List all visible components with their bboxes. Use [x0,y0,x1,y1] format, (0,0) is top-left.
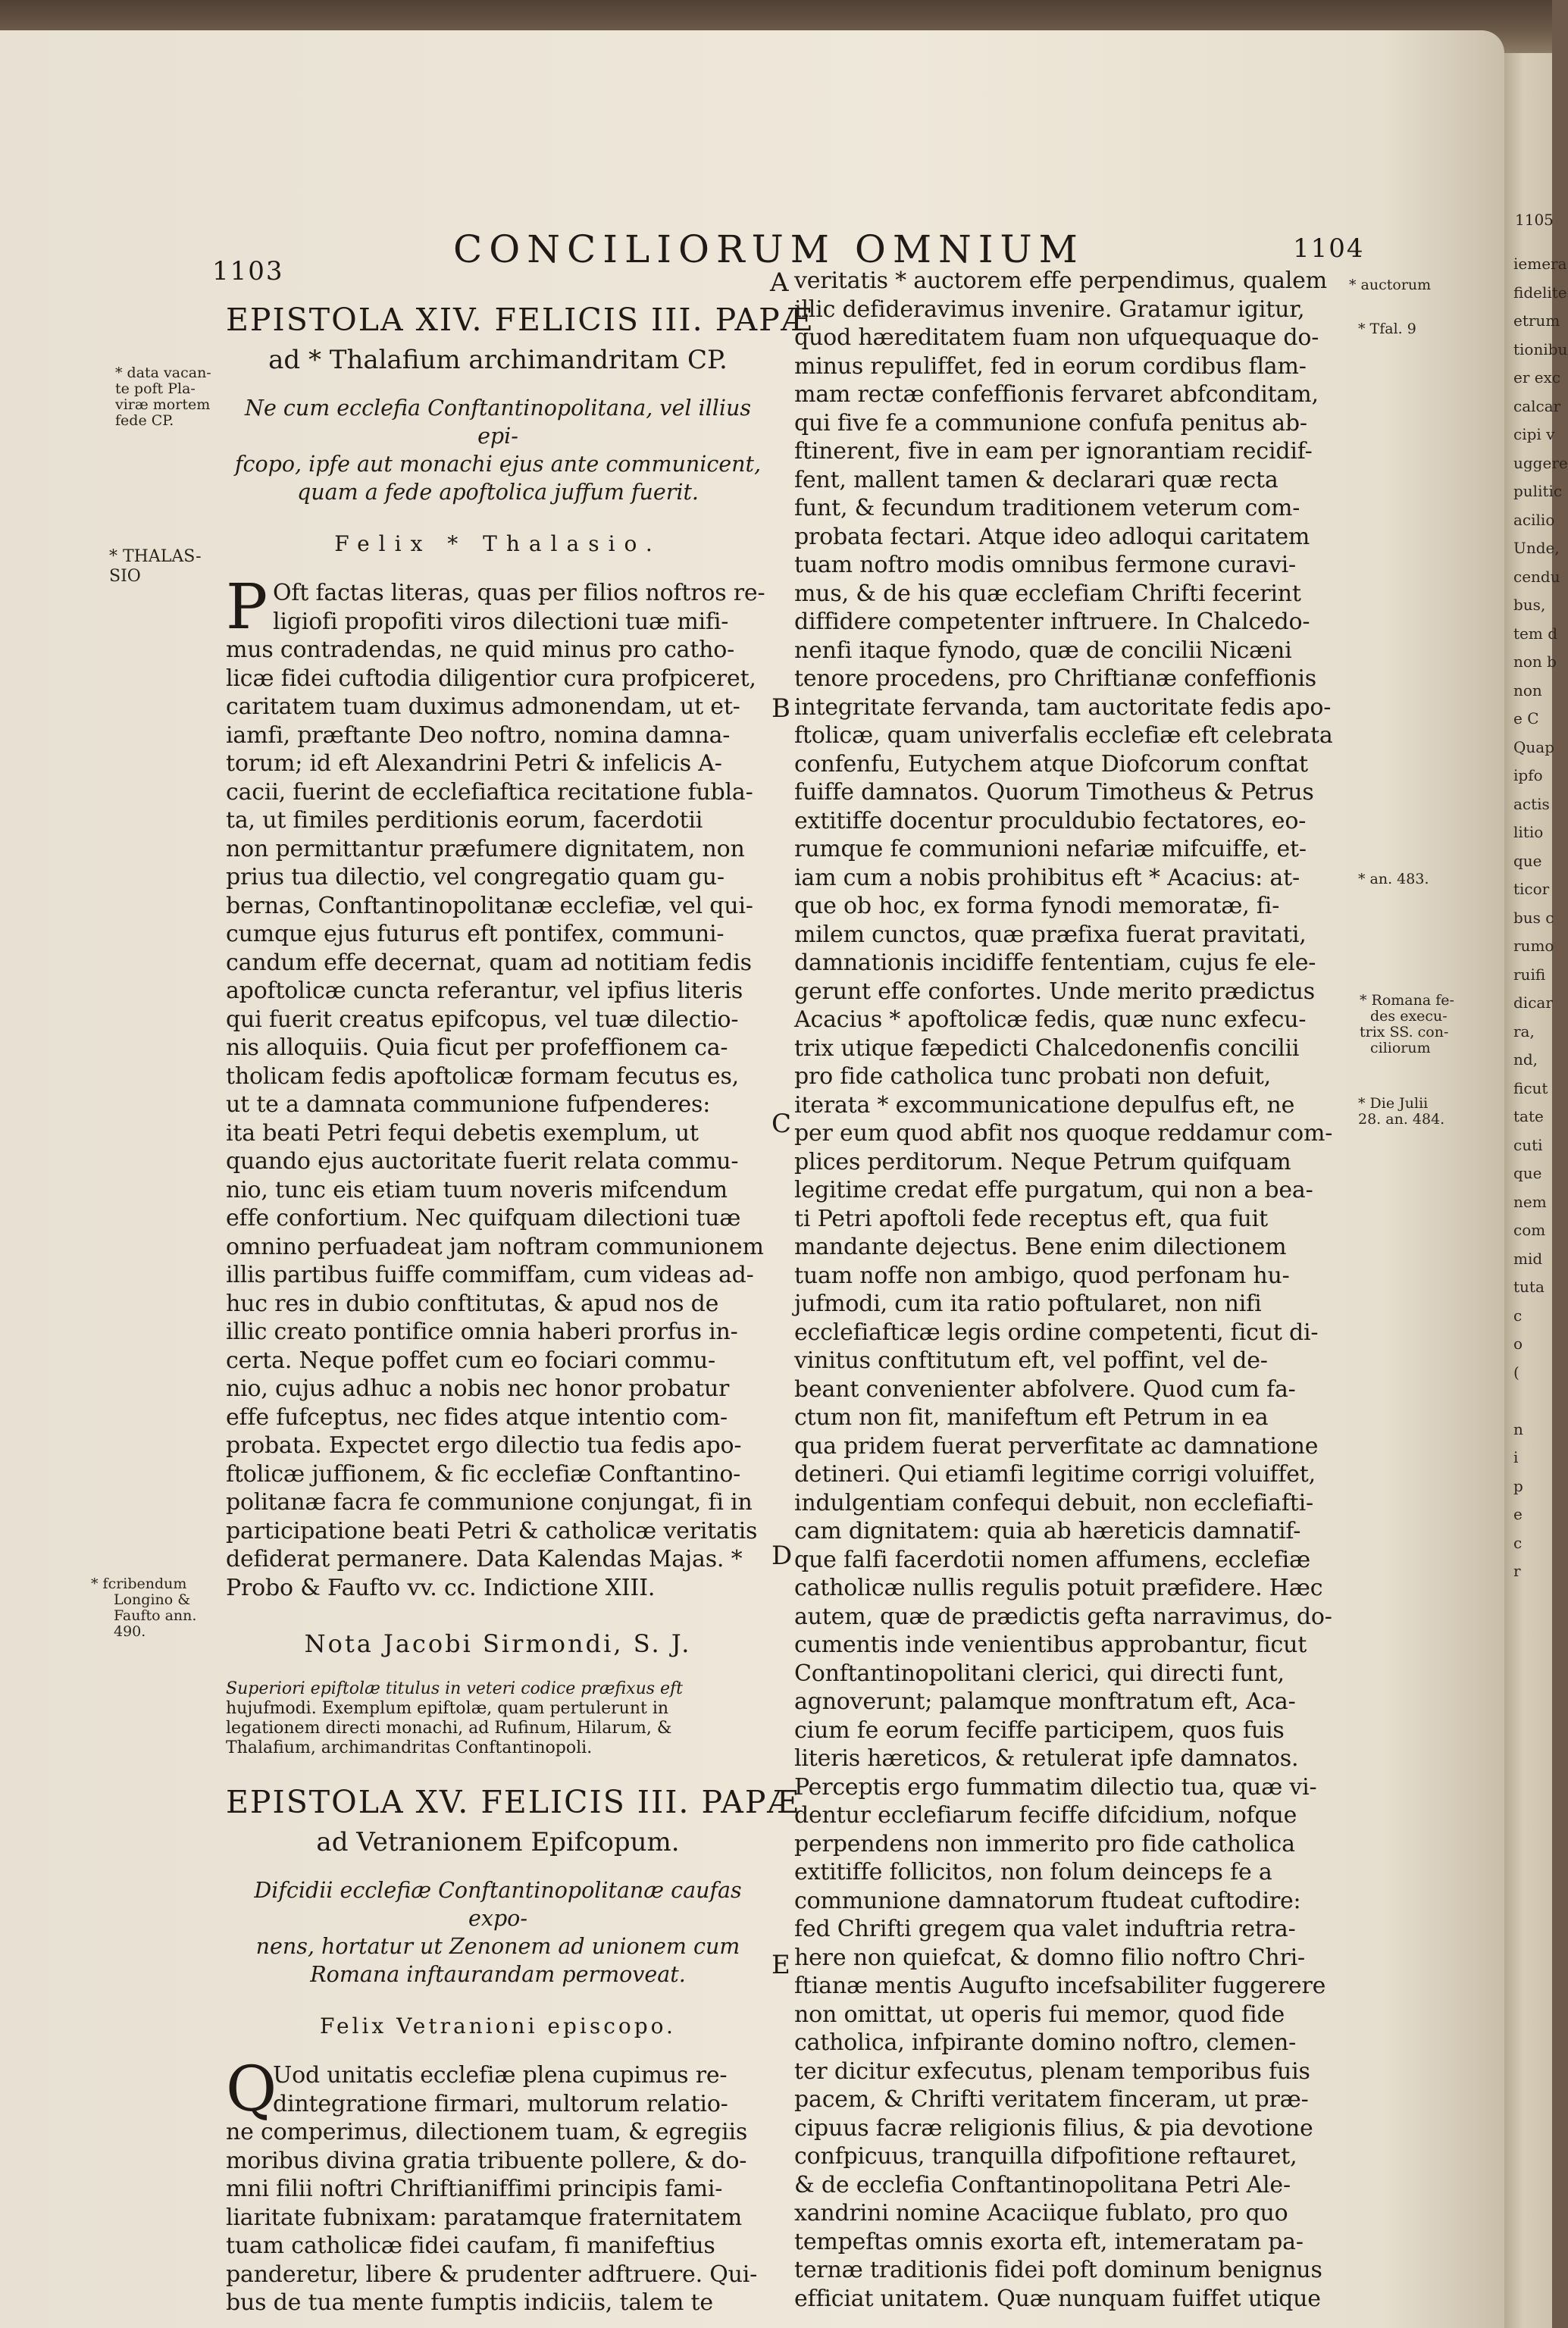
text-line: probata fectari. Atque ideo adloqui caritatem [794,523,1310,550]
epistola-15-salutation: Felix Vetranioni episcopo. [320,2014,676,2039]
epistola-14-body [226,571,770,1602]
margin-note-line: ciliorum [1370,1040,1431,1056]
text-line: damnationis incidiffe fententiam, cujus fe ele- [794,950,1316,976]
text-line: Uod unitatis ecclefiæ plena cupimus re- [273,2062,728,2089]
text-line: iamfi, præftante Deo noftro, nomina damna- [226,721,731,749]
next-page-fragment: ra, [1513,1022,1535,1040]
margin-note-line: des execu- [1370,1008,1448,1025]
next-page-fragment: ficut [1513,1078,1548,1097]
text-line: confpicuus, tranquilla difpofitione reftauret, [794,2143,1297,2170]
text-line: ternæ traditionis fidei poft dominum benignus [794,2257,1322,2283]
text-line: que falfi facerdotii nomen affumens, ecclefiæ [794,1546,1311,1573]
text-line: qua pridem fuerat perverfitate ac damnatione [794,1432,1319,1460]
margin-note-tfal: * Tfal. 9 [1358,321,1416,337]
text-line: catholica, infpirante domino noftro, clemen- [794,2029,1297,2056]
text-line: milem cunctos, quæ præfixa fuerat pravitati, [794,921,1307,948]
margin-note-romana [1360,993,1454,1056]
text-line: non omittat, ut operis fui memor, quod fide [794,2001,1285,2028]
section-letter-d: D [771,1541,793,1571]
text-line: ftolicæ, quam univerfalis ecclefiæ eft celebrata [794,722,1333,749]
right-column [794,267,1346,2313]
text-line: autem, quæ de prædictis gefta narravimus, do- [794,1603,1332,1630]
text-line: iterata * excommunicatione depulfus eft, ne [794,1091,1295,1119]
text-line: participatione beati Petri & catholicæ veritatis [226,1517,758,1544]
text-line: effe fufceptus, nec fides atque intentio com- [226,1403,728,1431]
text-line: mni filii noftri Chriftianiffimi principis fami- [226,2176,723,2202]
next-page-fragment: i [1513,1448,1519,1466]
text-line: tuam noffe non ambigo, quod perfonam hu- [794,1262,1290,1289]
text-line: tenore procedens, pro Chriftianæ confeffionis [794,665,1316,692]
text-line: beant convenienter abfolvere. Quod cum fa- [794,1375,1296,1403]
text-line: Oft factas literas, quas per filios noftros re- [273,580,765,606]
next-page-fragment: actis [1513,794,1550,813]
next-page-fragment: r [1513,1562,1521,1580]
margin-note-line: * Romana fe- [1360,992,1454,1009]
text-line: cium fe eorum feciffe participem, quos fuis [794,1716,1285,1744]
text-line: mandante dejectus. Bene enim dilectionem [794,1234,1287,1260]
text-line: politanæ facra fe communione conjungat, fi in [226,1489,753,1516]
text-line: ligiofi propofiti viros dilectioni tuæ mifi- [273,608,729,635]
next-page-fragment: er exc [1513,368,1561,386]
text-line: Acacius * apoftolicæ fedis, quæ nunc exfecu- [794,1006,1307,1033]
summary-line: Ne cum ecclefia Conftantinopolitana, vel illius epi- [245,396,751,449]
text-line: nenfi itaque fynodo, quæ de concilii Nicæni [794,637,1292,664]
drop-cap: Q [226,2054,277,2126]
next-page-fragment: n [1513,1419,1523,1438]
text-line: confenfu, Eutychem atque Diofcorum conftat [794,750,1308,778]
margin-note-an-483: * an. 483. [1358,871,1429,887]
next-page-fragment: e [1513,1505,1523,1523]
text-line: tholicam fedis apoftolicæ formam fecutus es, [226,1062,739,1090]
text-line: cam dignitatem: quia ab hæreticis damnatif- [794,1518,1301,1544]
margin-note-line: * THALAS- [109,547,202,566]
epistola-14-summary [230,394,765,506]
text-line: ecclefiafticæ legis ordine competenti, ficut di- [794,1319,1319,1346]
epistola-15-body [226,2054,770,2317]
epistola-14-addressee: ad * Thalafium archimandritam CP. [268,345,728,375]
next-page-fragment: acilio [1513,510,1555,529]
margin-note-line: Longino & [114,1591,191,1608]
text-line: Probo & Faufto vv. cc. Indictione XIII. [226,1574,656,1601]
text-line: tuam noftro modis omnibus fermone curavi- [794,552,1296,578]
text-line: vinitus conftitutum eft, vel poffint, vel de- [794,1347,1268,1374]
text-line: bus de tua mente fumptis indiciis, talem te [226,2289,713,2316]
text-line: que ob hoc, ex forma fynodi memoratæ, fi- [794,893,1280,919]
text-line: ftianæ mentis Augufto incefsabiliter fuggerere [794,1973,1326,1999]
epistola-14-salutation: Felix * Thalasio. [334,531,662,556]
margin-note-data-vacante [115,365,211,429]
text-line: cacii, fuerint de ecclefiaftica recitatione fubla- [226,778,753,806]
margin-note-die-julii [1358,1096,1444,1128]
running-title: CONCILIORUM OMNIUM [453,227,1084,271]
text-line: funt, & fecundum traditionem veterum com- [794,495,1300,521]
text-line: cumque ejus futurus eft pontifex, communi- [226,921,725,947]
text-line: dintegratione firmari, multorum relatio- [273,2090,728,2117]
text-line: ne comperimus, dilectionem tuam, & egregiis [226,2119,748,2145]
next-page-fragment: cuti [1513,1135,1543,1154]
nota-heading: Nota Jacobi Sirmondi, S. J. [304,1629,692,1658]
nota-text [226,1679,770,1758]
next-page-fragment: tate [1513,1107,1544,1125]
text-line: liaritate fubnixam: paratamque fraternitatem [226,2204,743,2231]
text-line: ta, ut fimiles perditionis eorum, facerdotii [226,807,703,834]
right-page-number: 1104 [1293,233,1365,264]
next-page-fragment: bus c [1513,908,1554,927]
margin-note-scribendum [91,1576,196,1640]
next-page-fragment: cendu [1513,567,1560,586]
next-page-fragment: ruifi [1513,965,1546,984]
text-line: gerunt effe confortes. Unde merito prædictus [794,978,1315,1005]
text-line: iam cum a nobis prohibitus eft * Acacius: at- [794,864,1300,891]
text-line: mus contradendas, ne quid minus pro catho- [226,637,735,663]
margin-note-line: 28. an. 484. [1358,1111,1445,1128]
text-line: non permittantur præfumere dignitatem, non [226,835,745,862]
epistola-15-addressee: ad Vetranionem Epifcopum. [316,1827,680,1857]
next-page-fragment: o [1513,1335,1523,1353]
next-page-fragment: iemera [1513,255,1567,273]
next-page-fragment: non b [1513,652,1557,671]
text-line: fent, mallent tamen & declarari quæ recta [794,466,1278,493]
text-line: mus, & de his quæ ecclefiam Chrifti fecerint [794,580,1301,607]
text-line: caritatem tuam duximus admonendam, ut et- [226,693,740,720]
drop-cap: P [226,571,268,643]
text-line: pacem, & Chrifti veritatem finceram, ut præ- [794,2086,1309,2113]
next-page-fragment: Unde, [1513,539,1560,557]
next-page-fragment: c [1513,1533,1523,1552]
margin-note-line: te poft Pla- [115,380,196,397]
next-page-fragment: pulitic [1513,482,1563,500]
text-line: trix utique fæpedicti Chalcedonenfis concilii [794,1034,1300,1062]
next-page-fragment: ticor [1513,880,1550,898]
section-letter-c: C [771,1109,792,1139]
margin-note-line: SIO [109,567,141,586]
next-page-fragment: litio [1513,823,1544,841]
text-line: quod hæreditatem fuam non ufquequaque do- [794,324,1319,351]
next-page-fragment: e C [1513,709,1539,728]
margin-note-line: * fcribendum [91,1575,187,1592]
text-line: tempeftas omnis exorta eft, intemeratam pa- [794,2228,1304,2255]
text-line: plices perditorum. Neque Petrum quifquam [794,1148,1291,1175]
section-letter-e: E [771,1950,790,1980]
text-line: mam rectæ confeffionis fervaret abfconditam, [794,381,1319,408]
text-line: tuam catholicæ fidei caufam, fi manifeftius [226,2233,715,2259]
text-line: ut te a damnata communione fufpenderes: [226,1091,711,1118]
next-page-fragment: p [1513,1476,1523,1495]
margin-note-line: 490. [114,1623,146,1640]
text-line: defiderat permanere. Data Kalendas Majas. * [226,1546,743,1572]
text-line: illic creato pontifice omnia haberi prorfus in- [226,1319,738,1345]
summary-line: Difcidii ecclefiæ Conftantinopolitanæ caufas expo- [254,1878,742,1931]
text-line: per eum quod abfit nos quoque reddamur com- [794,1120,1333,1147]
text-line: xandrini nomine Acaciique fublato, pro quo [794,2200,1288,2226]
text-line: efficiat unitatem. Quæ nunquam fuiffet utique [794,2285,1321,2312]
text-line: diffidere competenter inftruere. In Chalcedo- [794,609,1310,635]
epistola-14-title: EPISTOLA XIV. FELICIS III. PAPÆ [226,302,814,338]
next-page-fragment: nd, [1513,1050,1538,1069]
text-line: effe confortium. Nec quifquam dilectioni tuæ [226,1205,741,1231]
margin-note-line: * Die Julii [1358,1095,1429,1112]
next-page-fragment: tuta [1513,1278,1545,1296]
next-page-number: 1105 [1515,211,1554,229]
text-line: moribus divina gratia tribuente pollere, & do- [226,2147,747,2174]
text-line: torum; id eft Alexandrini Petri & infelicis A- [226,750,722,777]
next-page-fragment: Quap [1513,737,1555,756]
next-page-fragment: que [1513,1164,1542,1182]
summary-line: quam a fede apoftolica juffum fuerit. [297,480,699,505]
text-line: illic defideravimus invenire. Gratamur igitur, [794,296,1305,323]
text-line: communione damnatorum ftudeat cuftodire: [794,1887,1301,1914]
text-line: minus repuliffet, fed in eorum cordibus flam- [794,352,1307,380]
text-line: illis partibus fuiffe commiffam, cum videas ad- [226,1262,754,1288]
text-line: legitime credat effe purgatum, qui non a bea- [794,1177,1313,1203]
margin-note-line: Faufto ann. [114,1607,197,1624]
text-line: prius tua dilectio, vel congregatio quam gu- [226,864,725,890]
margin-note-thalasio [109,547,202,587]
text-line: candum effe decernat, quam ad notitiam fedis [226,949,752,976]
margin-note-auctorum: * auctorum [1349,277,1432,293]
margin-note-line: viræ mortem [115,396,211,413]
next-page-fragment: calcar [1513,396,1561,415]
section-letter-a: A [770,268,789,298]
text-line: fed Chrifti gregem qua valet induftria retra- [794,1916,1296,1942]
text-line: veritatis * auctorem effe perpendimus, qualem [794,268,1327,294]
text-line: extitiffe follicitos, non folum deinceps fe a [794,1859,1272,1885]
text-line: apoftolicæ cuncta referantur, vel ipfius literis [226,978,743,1004]
text-line: Conftantinopolitani clerici, qui directi funt, [794,1660,1285,1687]
text-line: integritate fervanda, tam auctoritate fedis apo- [794,693,1332,721]
text-line: literis hæreticos, & retulerat ipfe damnatos. [794,1745,1299,1772]
next-page-fragment: tem d [1513,624,1557,643]
text-line: omnino perfuadeat jam noftram communionem [226,1233,764,1260]
text-line: Perceptis ergo fummatim dilectio tua, quæ vi- [794,1773,1317,1801]
next-page-fragment: uggere [1513,453,1568,472]
summary-line: Romana inftaurandam permoveat. [310,1962,686,1987]
margin-note-line: * data vacan- [115,365,211,381]
next-page-fragment: fidelite [1513,283,1567,302]
summary-line: nens, hortatur ut Zenonem ad unionem cum [255,1934,740,1959]
next-page-fragment: cipi v [1513,425,1555,443]
text-line: ita beati Petri fequi debetis exemplum, ut [226,1119,699,1147]
nota-line: Thalafium, archimandritas Conftantinopoli. [226,1738,593,1757]
next-page-fragment: etrum [1513,311,1560,330]
next-page-fragment: ipfo [1513,766,1543,784]
text-line: nio, cujus adhuc a nobis nec honor probatur [226,1375,730,1402]
text-line: panderetur, libere & prudenter adftruere. Qui- [226,2261,758,2288]
text-line: qui five fe a communione confufa penitus ab- [794,409,1307,436]
margin-note-line: fede CP. [115,412,174,429]
text-line: & de ecclefia Conftantinopolitana Petri Ale- [794,2171,1291,2198]
next-page-fragment: c [1513,1306,1523,1325]
text-line: nio, tunc eis etiam tuum noveris mifcendum [226,1176,728,1203]
text-line: nis alloquiis. Quia ficut per profeffionem ca- [226,1034,728,1061]
left-page-number: 1103 [212,256,284,286]
next-page-fragment: bus, [1513,596,1546,614]
next-page-fragment: com [1513,1221,1546,1239]
text-line: rumque fe communioni nefariæ mifcuiffe, et- [794,836,1307,862]
text-line: here non quiefcat, & domno filio noftro Chri- [794,1944,1305,1971]
left-column [226,302,814,2317]
section-letter-b: B [771,693,790,724]
text-line: jufmodi, cum ita ratio poftularet, non nifi [794,1291,1262,1317]
text-line: extitiffe docentur proculdubio fectatores, eo- [794,807,1307,834]
text-line: licæ fidei cuftodia diligentior cura profpiceret, [226,665,756,692]
text-line: cipuus facræ religionis filius, & pia devotione [794,2114,1313,2142]
next-page-fragment: tionibu [1513,340,1568,358]
text-line: detineri. Qui etiamfi legitime corrigi voluiffet, [794,1461,1316,1488]
nota-line: hujufmodi. Exemplum epiftolæ, quam pertulerunt in [226,1699,669,1718]
summary-line: fcopo, ipfe aut monachi ejus ante communicent, [234,452,762,477]
next-page-fragment: mid [1513,1249,1543,1268]
text-line: pro fide catholica tunc probati non defuit, [794,1063,1272,1090]
text-line: bernas, Conftantinopolitanæ ecclefiæ, vel qui- [226,892,753,919]
text-line: ftinerent, five in eam per ignorantiam recidif- [794,438,1313,465]
text-line: catholicæ nullis regulis potuit præfidere. Hæc [794,1575,1323,1601]
next-page-fragment: ( [1513,1363,1519,1381]
text-line: fuiffe damnatos. Quorum Timotheus & Petrus [794,779,1314,806]
text-line: ftolicæ juffionem, & fic ecclefiæ Conftantino- [226,1460,741,1488]
epistola-15-title: EPISTOLA XV. FELICIS III. PAPÆ [226,1784,800,1820]
text-line: perpendens non immerito pro fide catholica [794,1830,1295,1857]
text-line: dentur ecclefiarum feciffe difcidium, nofque [794,1802,1297,1829]
text-line: certa. Neque poffet cum eo fociari commu- [226,1347,715,1374]
next-page-fragment: nem [1513,1192,1547,1211]
next-page-fragment: dicar [1513,993,1553,1012]
nota-line: Superiori epiftolæ titulus in veteri codice præfixus eft [226,1679,684,1698]
text-line: probata. Expectet ergo dilectio tua fedis apo- [226,1432,742,1459]
text-line: ter dicitur exfecutus, plenam temporibus fuis [794,2057,1310,2085]
text-line: qui fuerit creatus epifcopus, vel tuæ dilectio- [226,1006,739,1033]
nota-line: legationem directi monachi, ad Rufinum, Hilarum, & [226,1719,672,1738]
text-line: indulgentiam confequi debuit, non ecclefiafti- [794,1489,1313,1516]
margin-note-line: trix SS. con- [1360,1024,1449,1040]
next-page-edge [1504,53,1568,2328]
text-line: quando ejus auctoritate fuerit relata commu- [226,1148,739,1175]
text-line: ti Petri apoftoli fede receptus eft, qua fuit [794,1205,1268,1232]
next-page-fragment: rumo [1513,937,1554,955]
next-page-fragment: non [1513,681,1542,699]
next-page-fragment: que [1513,851,1542,870]
text-line: cumentis inde venientibus approbantur, ficut [794,1632,1307,1658]
text-line: ctum non fit, manifeftum eft Petrum in ea [794,1404,1269,1431]
text-line: agnoverunt; palamque monftratum eft, Aca- [794,1688,1296,1715]
text-line: huc res in dubio conftitutas, & apud nos de [226,1290,719,1317]
epistola-15-summary [230,1876,765,1988]
